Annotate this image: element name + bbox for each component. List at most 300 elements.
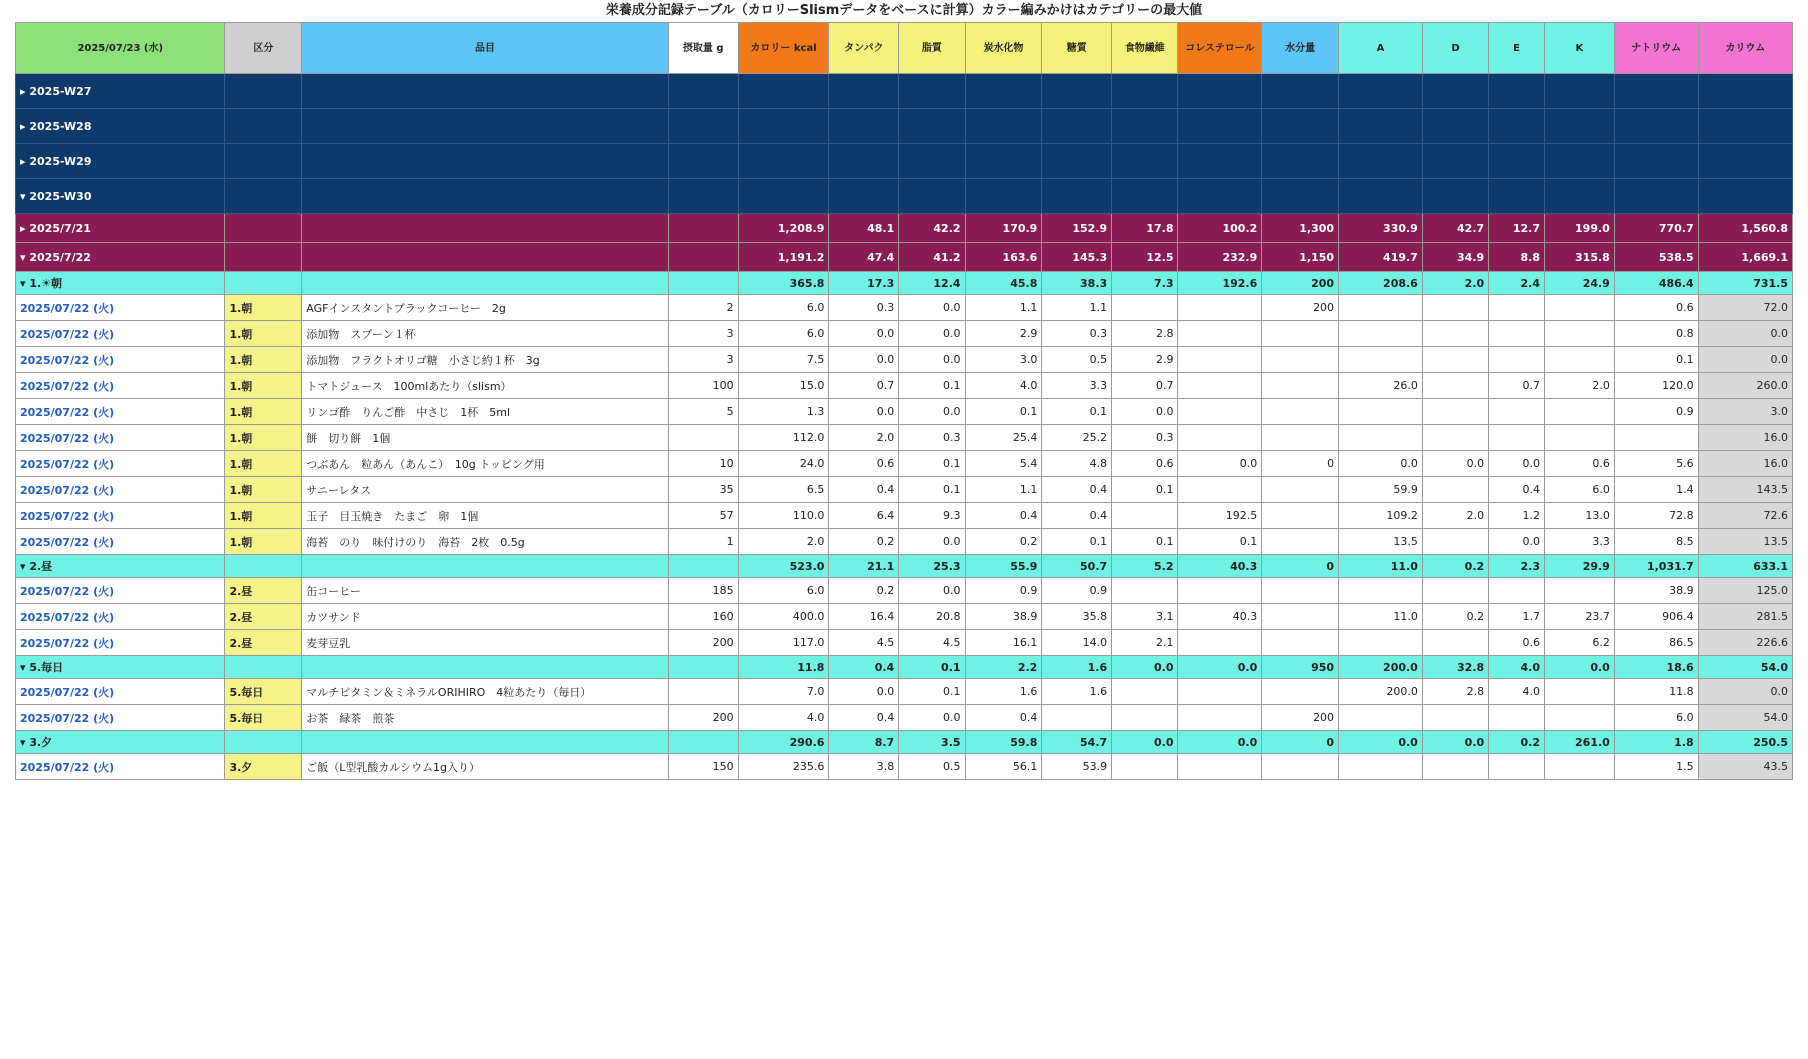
table-cell: 6.4 [829, 503, 899, 529]
table-cell: 0.0 [1698, 321, 1792, 347]
table-cell [1545, 144, 1615, 179]
table-cell: 11.0 [1339, 555, 1423, 578]
table-cell: 4.0 [965, 373, 1042, 399]
table-cell: 260.0 [1698, 373, 1792, 399]
table-cell [1178, 679, 1262, 705]
table-cell: 0.7 [829, 373, 899, 399]
table-cell: 21.1 [829, 555, 899, 578]
date-cell: 2025/07/22 (火) [16, 295, 225, 321]
table-cell: 0.0 [899, 705, 965, 731]
table-cell: 0.2 [1422, 555, 1488, 578]
table-cell: 0.1 [1112, 477, 1178, 503]
table-cell [668, 679, 738, 705]
table-cell: 0.0 [1339, 731, 1423, 754]
table-cell [1545, 321, 1615, 347]
table-cell: 0.0 [829, 679, 899, 705]
table-cell: 3.3 [1042, 373, 1112, 399]
table-cell [1178, 144, 1262, 179]
table-cell [668, 243, 738, 272]
table-cell: 0 [1262, 555, 1339, 578]
table-cell: 0.6 [829, 451, 899, 477]
date-cell: 2025/07/22 (火) [16, 754, 225, 780]
table-cell: 0.1 [899, 679, 965, 705]
table-cell: 8.7 [829, 731, 899, 754]
table-cell [1262, 477, 1339, 503]
table-cell [1339, 295, 1423, 321]
column-header[interactable]: K [1545, 23, 1615, 74]
column-header[interactable]: 区分 [225, 23, 302, 74]
table-cell: 0.7 [1112, 373, 1178, 399]
table-cell: 0.2 [965, 529, 1042, 555]
category-cell: 1.朝 [225, 503, 302, 529]
table-cell: 2.2 [965, 656, 1042, 679]
table-cell [1178, 399, 1262, 425]
column-header[interactable]: コレステロール [1178, 23, 1262, 74]
table-cell: 0.1 [899, 656, 965, 679]
table-cell: 0.1 [1178, 529, 1262, 555]
table-cell: 35.8 [1042, 604, 1112, 630]
table-cell [1178, 425, 1262, 451]
table-cell: 2.9 [1112, 347, 1178, 373]
table-cell: 2.8 [1112, 321, 1178, 347]
table-cell [738, 144, 829, 179]
table-cell [225, 144, 302, 179]
column-header[interactable]: 2025/07/23 (水) [16, 23, 225, 74]
table-cell [829, 179, 899, 214]
table-cell [1545, 109, 1615, 144]
table-cell: 0.5 [1042, 347, 1112, 373]
item-name-cell: 添加物 フラクトオリゴ糖 小さじ約１杯 3g [302, 347, 669, 373]
table-cell [1112, 578, 1178, 604]
item-row [16, 630, 1793, 656]
table-cell [1262, 425, 1339, 451]
table-cell [1545, 347, 1615, 373]
table-cell [302, 144, 669, 179]
column-header[interactable]: ナトリウム [1614, 23, 1698, 74]
item-name-cell: カツサンド [302, 604, 669, 630]
table-cell: 23.7 [1545, 604, 1615, 630]
table-cell [1422, 630, 1488, 656]
table-cell [1112, 144, 1178, 179]
item-name-cell: リンゴ酢 りんご酢 中さじ 1杯 5ml [302, 399, 669, 425]
table-cell [1339, 754, 1423, 780]
table-cell: 3 [668, 347, 738, 373]
date-cell: 2025/07/22 (火) [16, 604, 225, 630]
item-row [16, 321, 1793, 347]
table-cell: 0.1 [899, 477, 965, 503]
table-cell: 731.5 [1698, 272, 1792, 295]
table-cell: 26.0 [1339, 373, 1423, 399]
table-cell [965, 74, 1042, 109]
table-cell [1339, 630, 1423, 656]
meal-label[interactable]: ▾ 2.昼 [16, 555, 225, 578]
table-cell: 0.0 [1698, 679, 1792, 705]
table-cell: 18.6 [1614, 656, 1698, 679]
table-cell: 0.0 [829, 399, 899, 425]
day-label[interactable]: ▸ 2025/7/21 [16, 214, 225, 243]
column-header[interactable]: 摂取量 g [668, 23, 738, 74]
table-cell [668, 555, 738, 578]
table-cell [1422, 477, 1488, 503]
item-row [16, 754, 1793, 780]
table-cell: 2.0 [1422, 272, 1488, 295]
date-cell: 2025/07/22 (火) [16, 679, 225, 705]
item-name-cell: トマトジュース 100mlあたり（slism） [302, 373, 669, 399]
date-cell: 2025/07/22 (火) [16, 425, 225, 451]
table-cell [1614, 109, 1698, 144]
table-cell: 0.4 [1489, 477, 1545, 503]
table-cell [668, 731, 738, 754]
table-cell: 3.5 [899, 731, 965, 754]
table-cell: 200 [668, 705, 738, 731]
item-name-cell [302, 731, 669, 754]
table-cell [1178, 109, 1262, 144]
table-cell [668, 425, 738, 451]
day-row[interactable] [16, 243, 1793, 272]
category-cell: 1.朝 [225, 295, 302, 321]
table-cell [1262, 399, 1339, 425]
table-cell [1262, 578, 1339, 604]
column-header[interactable]: D [1422, 23, 1488, 74]
table-cell: 0.0 [1489, 529, 1545, 555]
table-cell: 50.7 [1042, 555, 1112, 578]
table-cell: 12.5 [1112, 243, 1178, 272]
day-row[interactable] [16, 214, 1793, 243]
table-cell [899, 74, 965, 109]
table-cell [1545, 679, 1615, 705]
table-cell: 7.0 [738, 679, 829, 705]
table-cell [225, 214, 302, 243]
table-cell [738, 109, 829, 144]
table-cell [1262, 373, 1339, 399]
table-cell: 1.6 [1042, 656, 1112, 679]
table-cell [1614, 74, 1698, 109]
table-cell: 12.4 [899, 272, 965, 295]
date-cell: 2025/07/22 (火) [16, 451, 225, 477]
table-cell: 2 [668, 295, 738, 321]
nutrition-table [15, 22, 1793, 780]
column-header[interactable]: 食物繊維 [1112, 23, 1178, 74]
table-cell: 0.9 [1042, 578, 1112, 604]
week-label[interactable]: ▾ 2025-W30 [16, 179, 225, 214]
table-cell: 0.0 [829, 347, 899, 373]
item-row [16, 373, 1793, 399]
table-cell [1178, 295, 1262, 321]
table-cell: 5.6 [1614, 451, 1698, 477]
table-cell: 53.9 [1042, 754, 1112, 780]
table-cell [1262, 74, 1339, 109]
table-cell [1422, 179, 1488, 214]
table-cell: 486.4 [1614, 272, 1698, 295]
table-cell: 1.6 [1042, 679, 1112, 705]
table-cell [1262, 529, 1339, 555]
item-name-cell: 餅 切り餅 1個 [302, 425, 669, 451]
item-name-cell [302, 555, 669, 578]
meal-label[interactable]: ▾ 3.夕 [16, 731, 225, 754]
table-cell: 42.7 [1422, 214, 1488, 243]
column-header[interactable]: 品目 [302, 23, 669, 74]
table-cell: 1,031.7 [1614, 555, 1698, 578]
category-cell: 1.朝 [225, 425, 302, 451]
table-cell: 0.1 [1042, 529, 1112, 555]
week-label[interactable]: ▸ 2025-W28 [16, 109, 225, 144]
table-cell [1178, 630, 1262, 656]
table-cell [1489, 144, 1545, 179]
item-row [16, 451, 1793, 477]
table-cell: 1.3 [738, 399, 829, 425]
table-cell: 0 [1262, 451, 1339, 477]
table-cell: 55.9 [965, 555, 1042, 578]
table-cell: 3 [668, 321, 738, 347]
day-label[interactable]: ▾ 2025/7/22 [16, 243, 225, 272]
table-cell: 0.1 [1042, 399, 1112, 425]
column-header[interactable]: 脂質 [899, 23, 965, 74]
table-cell: 2.4 [1489, 272, 1545, 295]
table-cell [1614, 179, 1698, 214]
table-cell: 0.0 [899, 321, 965, 347]
table-cell: 200 [1262, 272, 1339, 295]
table-cell: 0.0 [1339, 451, 1423, 477]
table-cell [1422, 373, 1488, 399]
table-cell: 0.9 [965, 578, 1042, 604]
category-cell: 1.朝 [225, 477, 302, 503]
table-cell: 0.4 [829, 477, 899, 503]
meal-row[interactable] [16, 555, 1793, 578]
table-cell: 4.5 [899, 630, 965, 656]
table-cell [1339, 425, 1423, 451]
table-cell: 906.4 [1614, 604, 1698, 630]
date-cell: 2025/07/22 (火) [16, 477, 225, 503]
table-cell: 112.0 [738, 425, 829, 451]
table-cell: 0.0 [1698, 347, 1792, 373]
category-cell: 3.夕 [225, 754, 302, 780]
table-cell [1112, 295, 1178, 321]
table-cell: 0.7 [1489, 373, 1545, 399]
item-name-cell: 缶コーヒー [302, 578, 669, 604]
column-header[interactable]: A [1339, 23, 1423, 74]
week-group-row[interactable] [16, 74, 1793, 109]
table-cell: 2.0 [1422, 503, 1488, 529]
table-cell: 7.5 [738, 347, 829, 373]
item-name-cell: 麦芽豆乳 [302, 630, 669, 656]
meal-row[interactable] [16, 656, 1793, 679]
week-label[interactable]: ▸ 2025-W27 [16, 74, 225, 109]
table-cell: 0.9 [1614, 399, 1698, 425]
table-cell: 0.3 [1042, 321, 1112, 347]
table-cell: 143.5 [1698, 477, 1792, 503]
column-header[interactable]: 水分量 [1262, 23, 1339, 74]
table-cell: 59.9 [1339, 477, 1423, 503]
table-cell: 0.0 [1178, 656, 1262, 679]
meal-row[interactable] [16, 272, 1793, 295]
table-cell [1262, 321, 1339, 347]
column-header[interactable]: E [1489, 23, 1545, 74]
table-cell: 45.8 [965, 272, 1042, 295]
table-cell [1339, 109, 1423, 144]
column-header[interactable]: 糖質 [1042, 23, 1112, 74]
table-cell: 0.4 [829, 705, 899, 731]
date-cell: 2025/07/22 (火) [16, 578, 225, 604]
table-cell [1112, 705, 1178, 731]
table-cell: 16.0 [1698, 425, 1792, 451]
table-cell [1262, 347, 1339, 373]
category-cell: 1.朝 [225, 529, 302, 555]
table-cell [1422, 529, 1488, 555]
table-cell [1489, 295, 1545, 321]
table-cell: 523.0 [738, 555, 829, 578]
table-cell [1178, 754, 1262, 780]
table-cell [1545, 295, 1615, 321]
table-cell: 11.8 [1614, 679, 1698, 705]
table-cell: 4.5 [829, 630, 899, 656]
table-cell: 100.2 [1178, 214, 1262, 243]
table-cell: 0.0 [1545, 656, 1615, 679]
table-cell: 232.9 [1178, 243, 1262, 272]
table-cell [302, 179, 669, 214]
table-cell [225, 731, 302, 754]
table-title: 栄養成分記録テーブル（カロリーSlismデータをベースに計算）カラー編みかけはカテゴリーの最大値 [605, 3, 1203, 18]
table-cell: 4.0 [738, 705, 829, 731]
table-cell: 950 [1262, 656, 1339, 679]
table-cell [1262, 503, 1339, 529]
table-cell [668, 656, 738, 679]
table-cell: 2.0 [1545, 373, 1615, 399]
table-cell: 0.0 [899, 295, 965, 321]
table-cell: 226.6 [1698, 630, 1792, 656]
column-header[interactable]: タンパク [829, 23, 899, 74]
table-cell [1545, 754, 1615, 780]
table-cell [899, 144, 965, 179]
table-cell [738, 179, 829, 214]
table-cell: 125.0 [1698, 578, 1792, 604]
table-cell: 1,300 [1262, 214, 1339, 243]
column-header[interactable]: 炭水化物 [965, 23, 1042, 74]
table-cell: 72.6 [1698, 503, 1792, 529]
table-cell: 32.8 [1422, 656, 1488, 679]
table-cell: 1.1 [965, 295, 1042, 321]
item-row [16, 679, 1793, 705]
table-cell: 2.8 [1422, 679, 1488, 705]
table-cell [668, 214, 738, 243]
table-cell [302, 74, 669, 109]
table-cell: 9.3 [899, 503, 965, 529]
table-cell: 1.8 [1614, 731, 1698, 754]
category-cell: 2.昼 [225, 604, 302, 630]
table-cell: 6.0 [738, 321, 829, 347]
table-cell [1339, 321, 1423, 347]
table-cell: 48.1 [829, 214, 899, 243]
meal-label[interactable]: ▾ 5.毎日 [16, 656, 225, 679]
table-cell [302, 109, 669, 144]
table-cell: 0.5 [899, 754, 965, 780]
table-cell [1614, 425, 1698, 451]
table-cell: 1,208.9 [738, 214, 829, 243]
table-cell [1422, 321, 1488, 347]
table-cell: 57 [668, 503, 738, 529]
category-cell: 1.朝 [225, 399, 302, 425]
meal-row[interactable] [16, 731, 1793, 754]
table-cell: 0.0 [829, 321, 899, 347]
table-cell: 0.0 [1112, 399, 1178, 425]
table-cell: 0.3 [1112, 425, 1178, 451]
table-cell [1042, 179, 1112, 214]
table-cell: 185 [668, 578, 738, 604]
table-cell: 17.8 [1112, 214, 1178, 243]
table-cell: 4.0 [1489, 656, 1545, 679]
week-group-row[interactable] [16, 109, 1793, 144]
table-cell: 42.2 [899, 214, 965, 243]
week-group-row[interactable] [16, 179, 1793, 214]
table-cell: 1.1 [965, 477, 1042, 503]
table-cell: 150 [668, 754, 738, 780]
table-cell: 117.0 [738, 630, 829, 656]
table-cell: 40.3 [1178, 604, 1262, 630]
table-cell: 145.3 [1042, 243, 1112, 272]
category-cell: 1.朝 [225, 347, 302, 373]
table-cell: 1.7 [1489, 604, 1545, 630]
meal-label[interactable]: ▾ 1.☀朝 [16, 272, 225, 295]
table-cell [1112, 754, 1178, 780]
table-cell: 17.3 [829, 272, 899, 295]
table-cell [1422, 578, 1488, 604]
item-row [16, 529, 1793, 555]
table-cell: 8.5 [1614, 529, 1698, 555]
table-cell: 56.1 [965, 754, 1042, 780]
table-cell: 0.4 [829, 656, 899, 679]
table-cell: 1,669.1 [1698, 243, 1792, 272]
table-cell [1112, 679, 1178, 705]
item-row [16, 705, 1793, 731]
table-cell: 0.1 [899, 451, 965, 477]
item-row [16, 477, 1793, 503]
table-cell: 41.2 [899, 243, 965, 272]
table-cell: 0.3 [829, 295, 899, 321]
table-cell: 0.6 [1112, 451, 1178, 477]
column-header[interactable]: カロリー kcal [738, 23, 829, 74]
table-cell: 200.0 [1339, 679, 1423, 705]
table-cell [1178, 179, 1262, 214]
item-name-cell: 玉子 目玉焼き たまご 卵 1個 [302, 503, 669, 529]
table-cell [1112, 74, 1178, 109]
table-cell [965, 109, 1042, 144]
column-header[interactable]: カリウム [1698, 23, 1792, 74]
table-cell [1545, 74, 1615, 109]
table-cell: 109.2 [1339, 503, 1423, 529]
table-cell [1545, 705, 1615, 731]
table-cell: 16.0 [1698, 451, 1792, 477]
table-cell: 15.0 [738, 373, 829, 399]
table-cell: 5.4 [965, 451, 1042, 477]
table-cell: 0.0 [1422, 451, 1488, 477]
table-cell: 770.7 [1614, 214, 1698, 243]
table-cell [1545, 399, 1615, 425]
category-cell: 5.毎日 [225, 679, 302, 705]
week-label[interactable]: ▸ 2025-W29 [16, 144, 225, 179]
table-cell [1422, 425, 1488, 451]
table-cell [225, 555, 302, 578]
table-cell: 0.4 [1042, 503, 1112, 529]
table-cell: 1,191.2 [738, 243, 829, 272]
table-cell: 0.1 [1112, 529, 1178, 555]
table-cell: 0.4 [965, 503, 1042, 529]
table-cell: 0.2 [1422, 604, 1488, 630]
table-cell [1339, 705, 1423, 731]
item-name-cell: マルチビタミン＆ミネラルORIHIRO 4粒あたり（毎日） [302, 679, 669, 705]
table-cell: 13.0 [1545, 503, 1615, 529]
table-cell: 72.8 [1614, 503, 1698, 529]
table-cell [1042, 144, 1112, 179]
week-group-row[interactable] [16, 144, 1793, 179]
